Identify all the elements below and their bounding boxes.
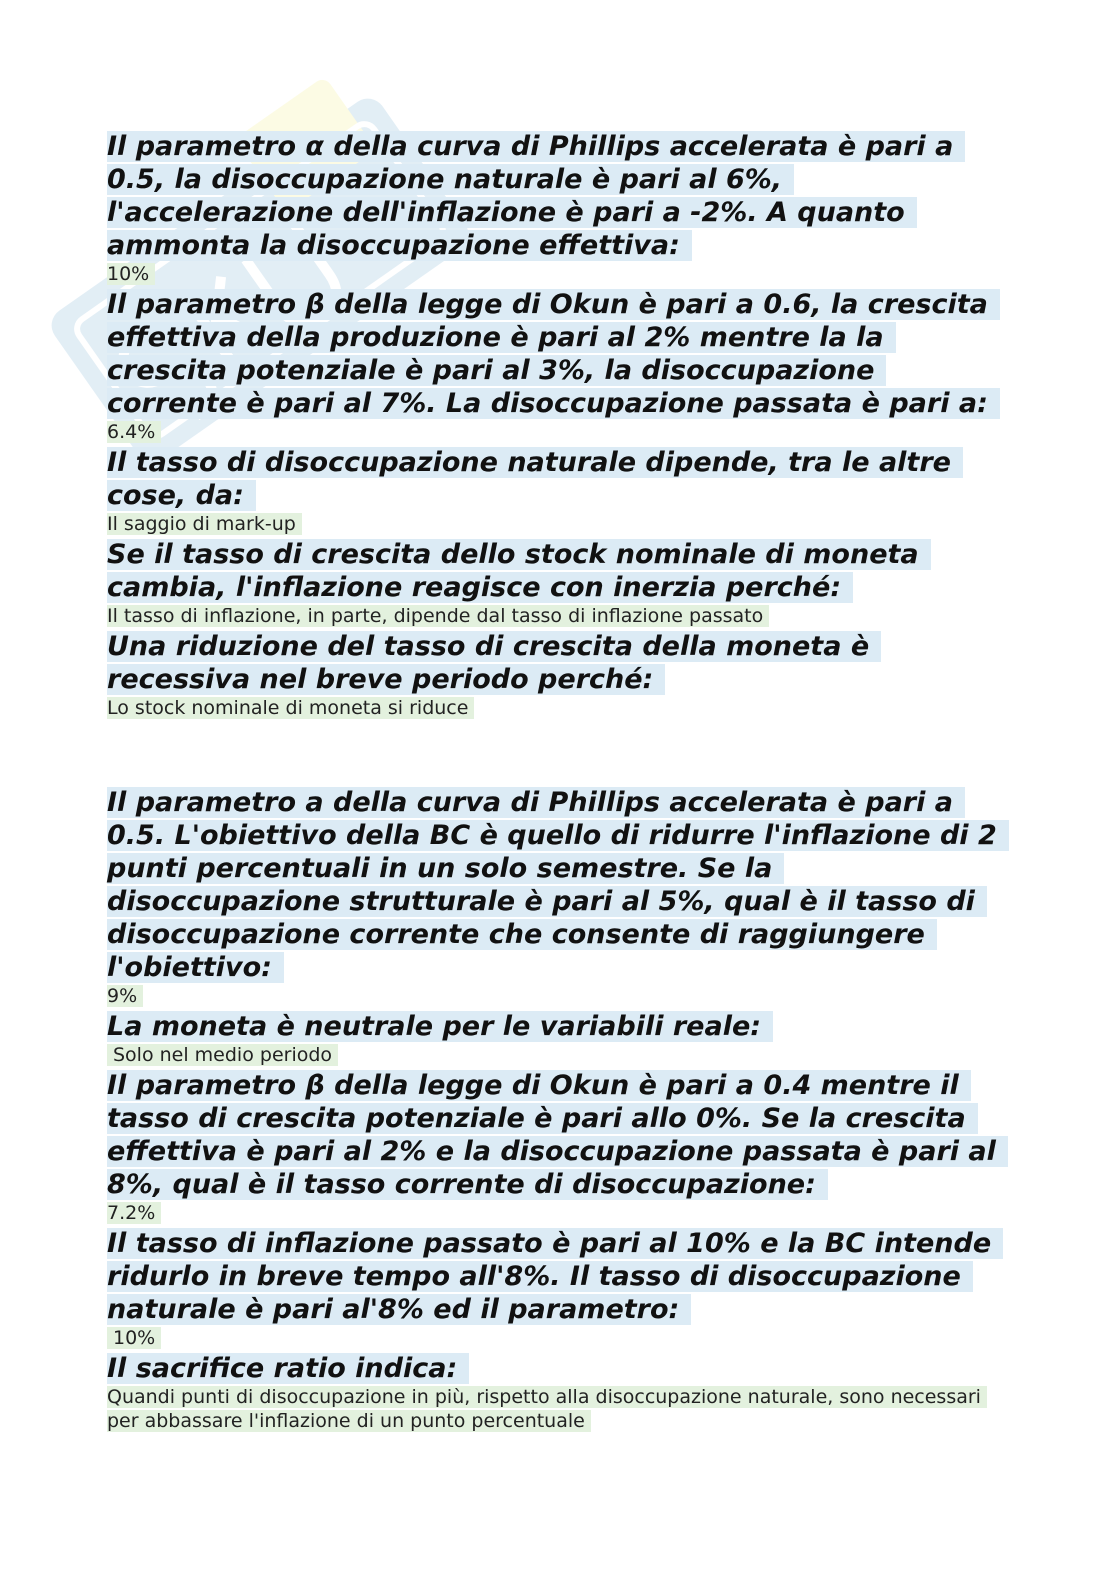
question-7: La moneta è neutrale per le variabili reale: xyxy=(107,1010,1007,1043)
question-5: Una riduzione del tasso di crescita della moneta è recessiva nel breve periodo perché: xyxy=(107,630,1007,696)
question-1: Il parametro α della curva di Phillips accelerata è pari a 0.5, la disoccupazione naturale è pari al 6%, l'accelerazione dell'inflazione è pari a -2%. A quanto ammonta la disoccupazione effettiva: xyxy=(107,130,1007,262)
section-gap xyxy=(107,722,1007,786)
question-8: Il parametro β della legge di Okun è pari a 0.4 mentre il tasso di crescita potenziale è pari allo 0%. Se la crescita effettiva è pari al 2% e la disoccupazione passata è pari al 8%, qual è il tasso corrente di disoccupazione: xyxy=(107,1069,1007,1201)
answer-8: 7.2% xyxy=(107,1201,1007,1225)
answer-1: 10% xyxy=(107,262,1007,286)
answer-10: Quandi punti di disoccupazione in più, rispetto alla disoccupazione naturale, sono necessari per abbassare l'inflazione di un punto percentuale xyxy=(107,1385,1007,1433)
question-4: Se il tasso di crescita dello stock nominale di moneta cambia, l'inflazione reagisce con inerzia perché: xyxy=(107,538,1007,604)
answer-4: Il tasso di inflazione, in parte, dipende dal tasso di inflazione passato xyxy=(107,604,1007,628)
answer-7: Solo nel medio periodo xyxy=(107,1043,1007,1067)
question-2: Il parametro β della legge di Okun è pari a 0.6, la crescita effettiva della produzione è pari al 2% mentre la la crescita potenziale è pari al 3%, la disoccupazione corrente è pari al 7%. La disoccupazione passata è pari a: xyxy=(107,288,1007,420)
question-9: Il tasso di inflazione passato è pari al 10% e la BC intende ridurlo in breve tempo all'8%. Il tasso di disoccupazione naturale è pari al'8% ed il parametro: xyxy=(107,1227,1007,1326)
answer-6: 9% xyxy=(107,984,1007,1008)
document-body xyxy=(107,130,1007,1435)
answer-9: 10% xyxy=(107,1326,1007,1350)
question-6: Il parametro a della curva di Phillips accelerata è pari a 0.5. L'obiettivo della BC è quello di ridurre l'inflazione di 2 punti percentuali in un solo semestre. Se la disoccupazione strutturale è pari al 5%, qual è il tasso di disoccupazione corrente che consente di raggiungere l'obiettivo: xyxy=(107,786,1007,984)
section-1 xyxy=(107,130,1007,720)
question-10: Il sacrifice ratio indica: xyxy=(107,1352,1007,1385)
answer-2: 6.4% xyxy=(107,420,1007,444)
answer-3: Il saggio di mark-up xyxy=(107,512,1007,536)
answer-5: Lo stock nominale di moneta si riduce xyxy=(107,696,1007,720)
question-3: Il tasso di disoccupazione naturale dipende, tra le altre cose, da: xyxy=(107,446,1007,512)
section-2 xyxy=(107,786,1007,1433)
